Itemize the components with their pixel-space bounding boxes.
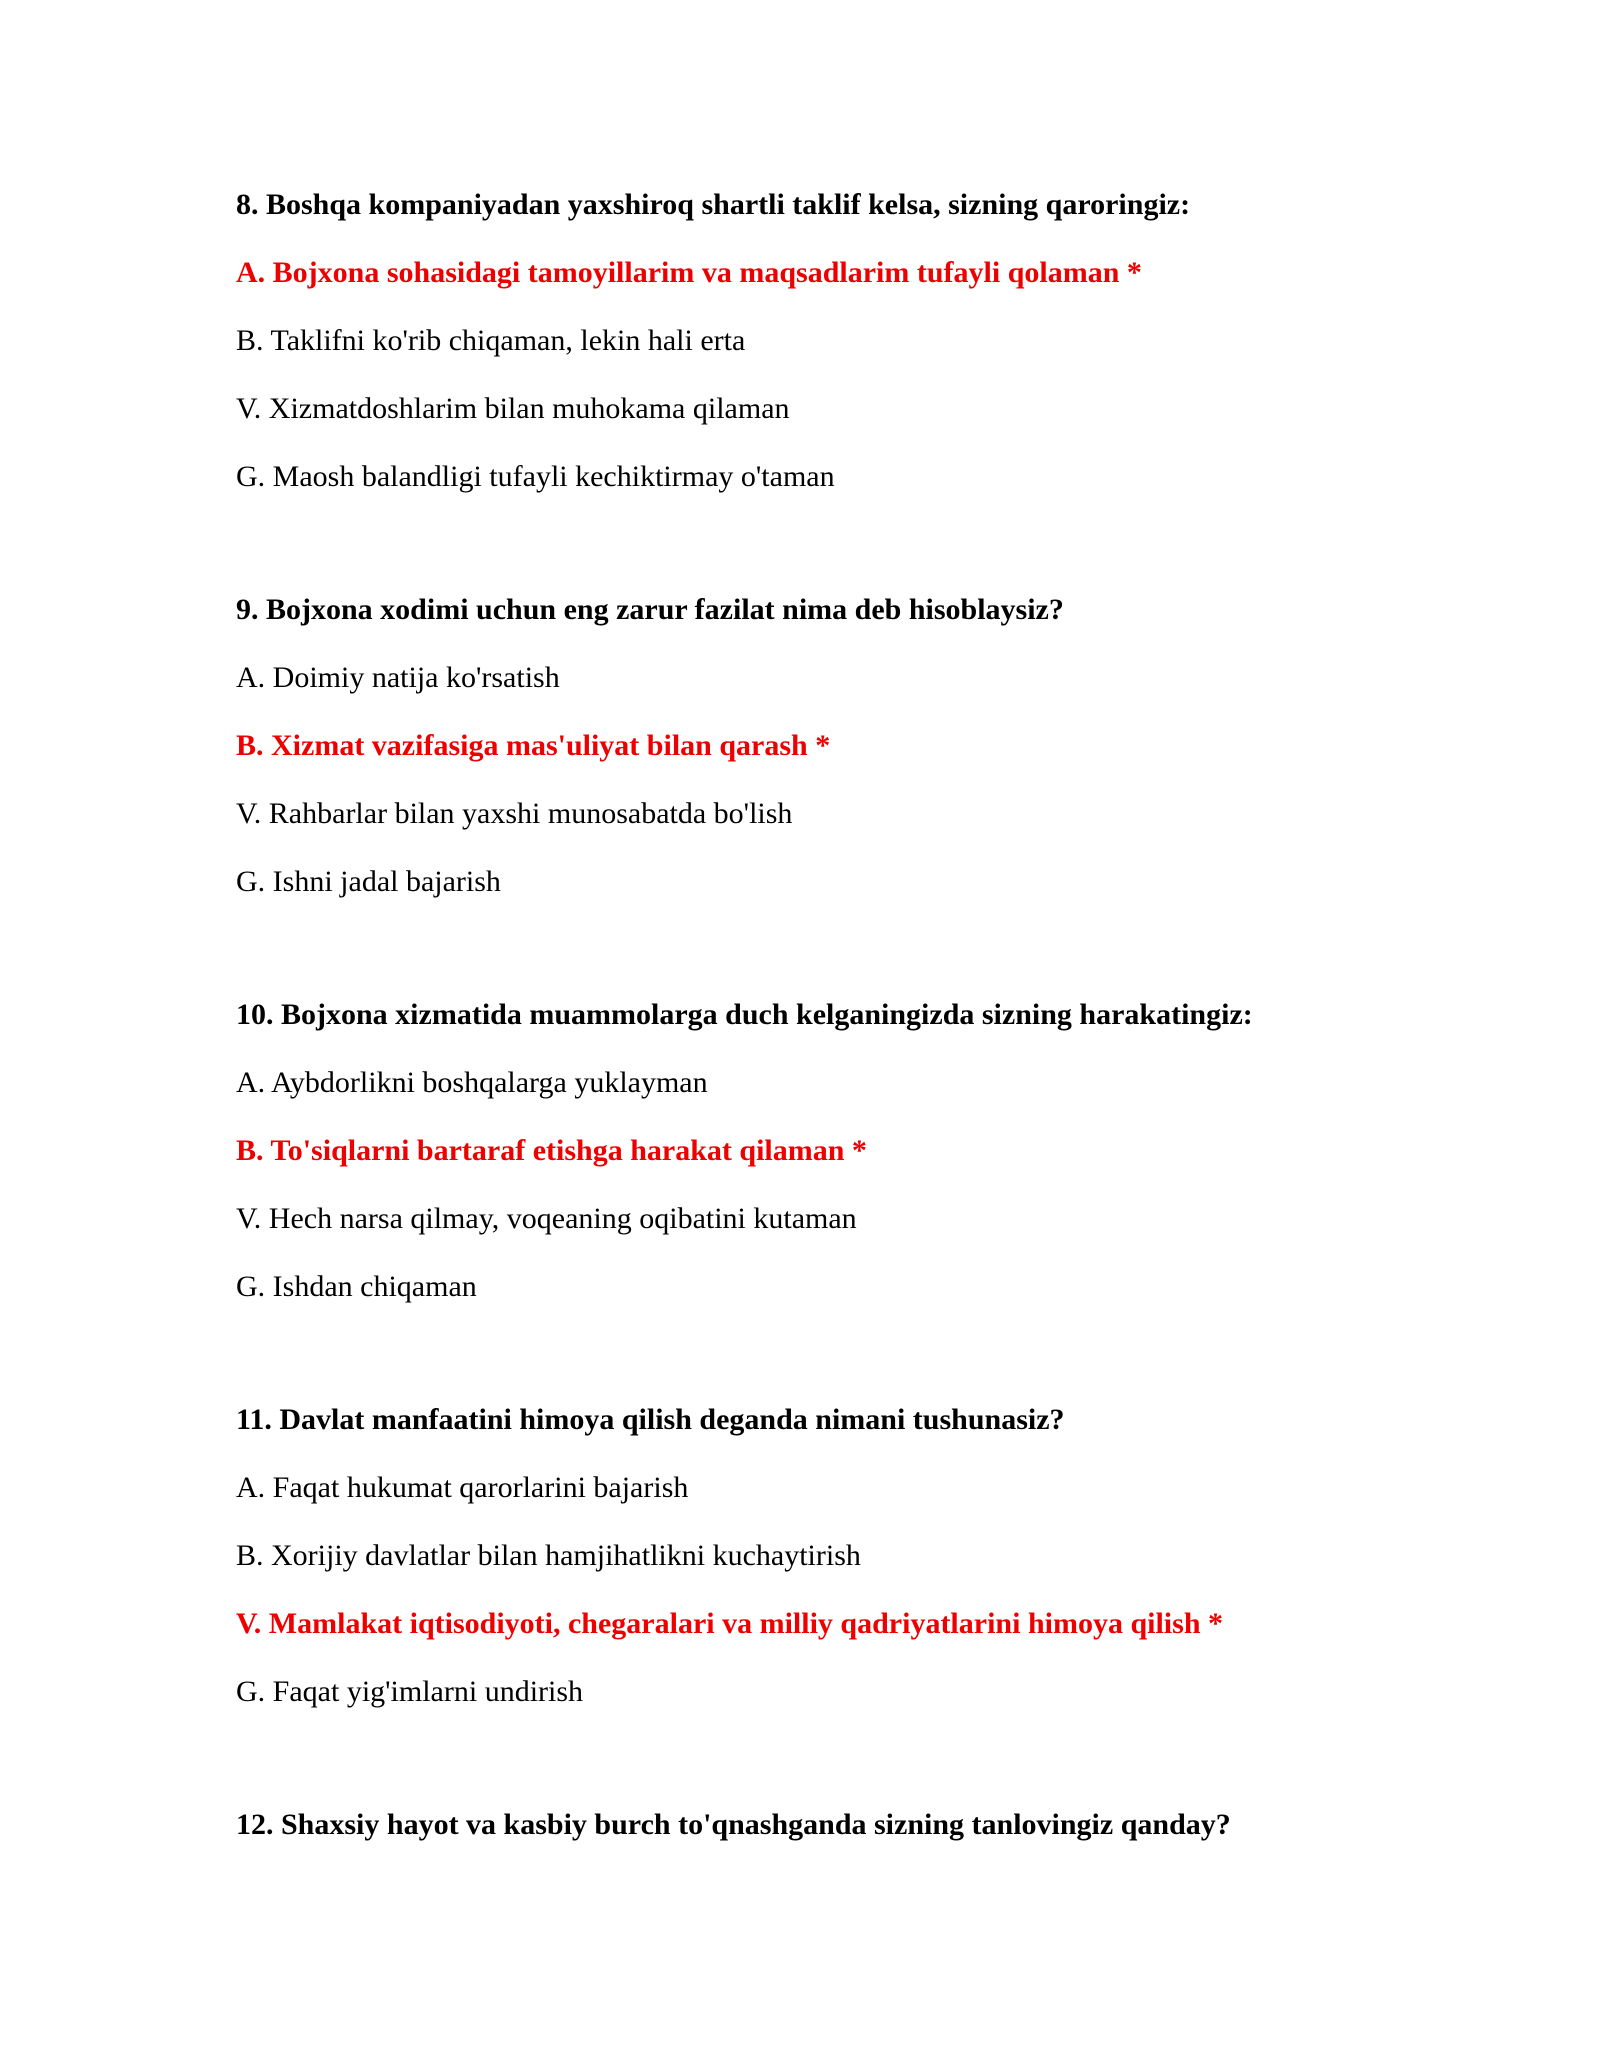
answer-option-correct: V. Mamlakat iqtisodiyoti, chegaralari va milliy qadriyatlarini himoya qilish * [236, 1607, 1223, 1640]
question-8 [236, 188, 1536, 528]
answer-option: A. Aybdorlikni boshqalarga yuklayman [236, 1066, 708, 1099]
question-9 [236, 593, 1536, 933]
question-10 [236, 998, 1536, 1338]
answer-option: V. Xizmatdoshlarim bilan muhokama qilaman [236, 392, 790, 425]
answer-option: V. Hech narsa qilmay, voqeaning oqibatini kutaman [236, 1202, 857, 1235]
question-title: 11. Davlat manfaatini himoya qilish deganda nimani tushunasiz? [236, 1403, 1065, 1436]
question-12 [236, 1808, 1536, 1876]
answer-option: A. Faqat hukumat qarorlarini bajarish [236, 1471, 689, 1504]
answer-option: B. Xorijiy davlatlar bilan hamjihatlikni kuchaytirish [236, 1539, 861, 1572]
question-11 [236, 1403, 1536, 1743]
answer-option: G. Ishni jadal bajarish [236, 865, 501, 898]
answer-option: G. Maosh balandligi tufayli kechiktirmay o'taman [236, 460, 835, 493]
question-title: 12. Shaxsiy hayot va kasbiy burch to'qnashganda sizning tanlovingiz qanday? [236, 1808, 1231, 1841]
answer-option: A. Doimiy natija ko'rsatish [236, 661, 560, 694]
answer-option: G. Ishdan chiqaman [236, 1270, 477, 1303]
answer-option-correct: B. Xizmat vazifasiga mas'uliyat bilan qarash * [236, 729, 831, 762]
question-title: 10. Bojxona xizmatida muammolarga duch kelganingizda sizning harakatingiz: [236, 998, 1253, 1031]
answer-option-correct: B. To'siqlarni bartaraf etishga harakat qilaman * [236, 1134, 867, 1167]
answer-option-correct: A. Bojxona sohasidagi tamoyillarim va maqsadlarim tufayli qolaman * [236, 256, 1142, 289]
answer-option: G. Faqat yig'imlarni undirish [236, 1675, 584, 1708]
answer-option: B. Taklifni ko'rib chiqaman, lekin hali erta [236, 324, 746, 357]
question-title: 9. Bojxona xodimi uchun eng zarur fazilat nima deb hisoblaysiz? [236, 593, 1064, 626]
question-title: 8. Boshqa kompaniyadan yaxshiroq shartli taklif kelsa, sizning qaroringiz: [236, 188, 1191, 221]
answer-option: V. Rahbarlar bilan yaxshi munosabatda bo'lish [236, 797, 793, 830]
